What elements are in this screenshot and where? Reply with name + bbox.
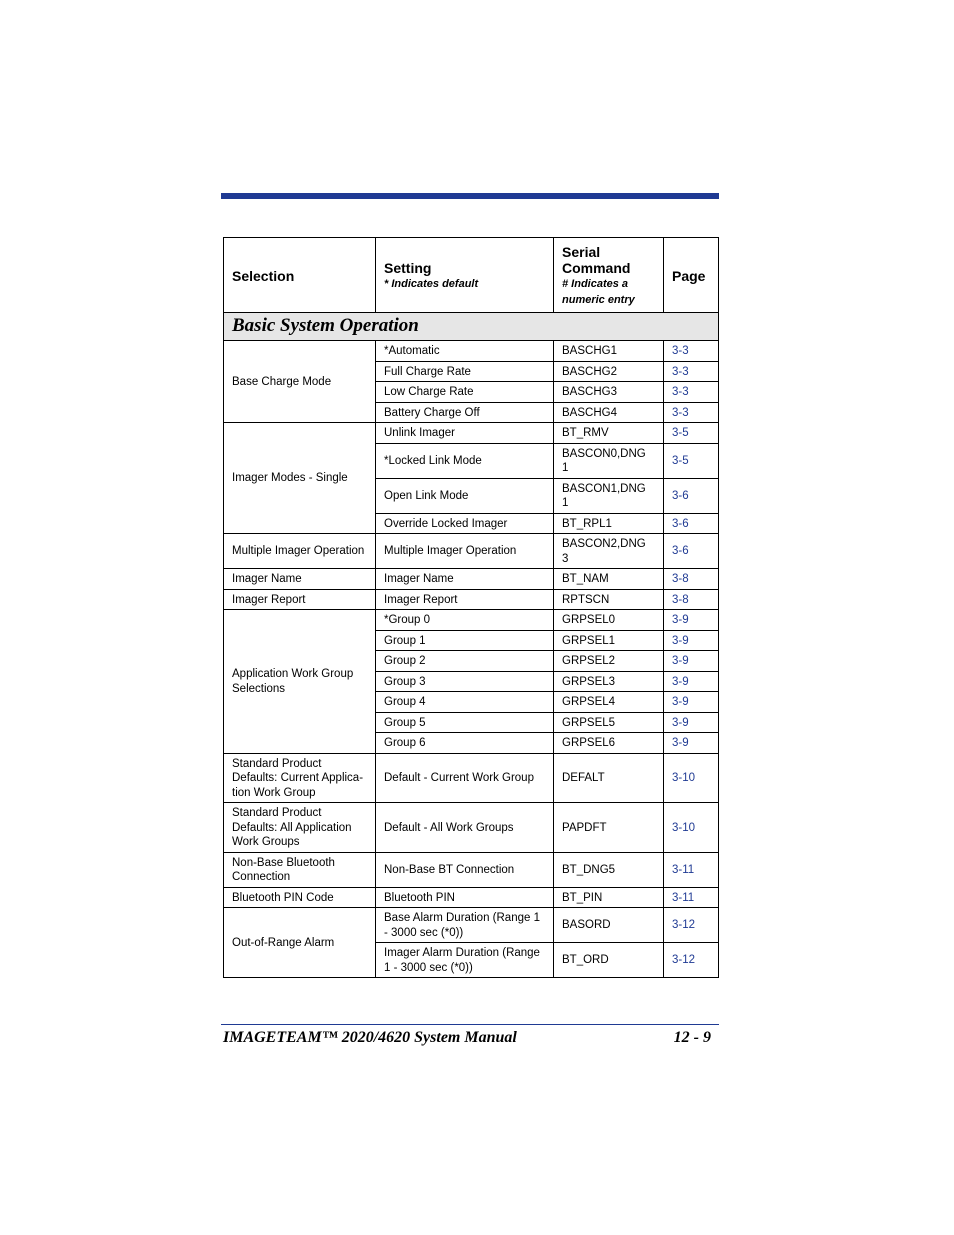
selection-cell: Standard Product Defaults: All Application Work Groups bbox=[224, 803, 376, 853]
page-link[interactable]: 3-8 bbox=[664, 589, 719, 610]
command-cell: BT_RPL1 bbox=[554, 513, 664, 534]
command-cell: GRPSEL5 bbox=[554, 712, 664, 733]
setting-cell: Battery Charge Off bbox=[376, 402, 554, 423]
selection-cell: Standard Product Defaults: Current Applica- tion Work Group bbox=[224, 753, 376, 803]
header-setting: Setting * Indicates default bbox=[376, 238, 554, 313]
setting-cell: Low Charge Rate bbox=[376, 382, 554, 403]
table-row bbox=[224, 569, 719, 590]
page-link[interactable]: 3-3 bbox=[664, 341, 719, 362]
setting-cell: Group 6 bbox=[376, 733, 554, 754]
command-cell: BASCHG1 bbox=[554, 341, 664, 362]
command-cell: PAPDFT bbox=[554, 803, 664, 853]
setting-cell: Group 4 bbox=[376, 692, 554, 713]
setting-cell: Multiple Imager Operation bbox=[376, 534, 554, 569]
setting-cell: Default - All Work Groups bbox=[376, 803, 554, 853]
setting-cell: Group 2 bbox=[376, 651, 554, 672]
selection-cell: Non-Base Bluetooth Connection bbox=[224, 852, 376, 887]
page-link[interactable]: 3-9 bbox=[664, 712, 719, 733]
setting-cell: Open Link Mode bbox=[376, 478, 554, 513]
setting-cell: Base Alarm Duration (Range 1 - 3000 sec (*0)) bbox=[376, 908, 554, 943]
selection-cell: Bluetooth PIN Code bbox=[224, 887, 376, 908]
page-link[interactable]: 3-9 bbox=[664, 610, 719, 631]
setting-cell: Imager Alarm Duration (Range 1 - 3000 sec (*0)) bbox=[376, 943, 554, 978]
command-cell: BASCHG2 bbox=[554, 361, 664, 382]
page-link[interactable]: 3-12 bbox=[664, 908, 719, 943]
page-link[interactable]: 3-10 bbox=[664, 803, 719, 853]
page-link[interactable]: 3-9 bbox=[664, 671, 719, 692]
page-link[interactable]: 3-6 bbox=[664, 513, 719, 534]
setting-cell: *Automatic bbox=[376, 341, 554, 362]
section-row bbox=[224, 313, 719, 341]
page-link[interactable]: 3-5 bbox=[664, 443, 719, 478]
table-row bbox=[224, 887, 719, 908]
table-row bbox=[224, 534, 719, 569]
page-link[interactable]: 3-5 bbox=[664, 423, 719, 444]
page-link[interactable]: 3-9 bbox=[664, 630, 719, 651]
setting-cell: Non-Base BT Connection bbox=[376, 852, 554, 887]
serial-command-table bbox=[223, 237, 719, 978]
footer-rule bbox=[221, 1024, 719, 1025]
footer-title: IMAGETEAM™ 2020/4620 System Manual bbox=[223, 1029, 517, 1046]
header-rule bbox=[221, 193, 719, 199]
selection-cell: Multiple Imager Operation bbox=[224, 534, 376, 569]
command-cell: BASCHG4 bbox=[554, 402, 664, 423]
command-cell: GRPSEL4 bbox=[554, 692, 664, 713]
table-header-row bbox=[224, 238, 719, 313]
page-link[interactable]: 3-9 bbox=[664, 733, 719, 754]
table-row bbox=[224, 753, 719, 803]
page-link[interactable]: 3-6 bbox=[664, 534, 719, 569]
command-cell: BT_RMV bbox=[554, 423, 664, 444]
selection-cell: Imager Modes - Single bbox=[224, 423, 376, 534]
setting-cell: Group 3 bbox=[376, 671, 554, 692]
setting-cell: Imager Report bbox=[376, 589, 554, 610]
page-link[interactable]: 3-6 bbox=[664, 478, 719, 513]
command-cell: BT_ORD bbox=[554, 943, 664, 978]
table-row bbox=[224, 423, 719, 444]
command-cell: GRPSEL0 bbox=[554, 610, 664, 631]
page-link[interactable]: 3-12 bbox=[664, 943, 719, 978]
setting-cell: Bluetooth PIN bbox=[376, 887, 554, 908]
command-cell: DEFALT bbox=[554, 753, 664, 803]
command-cell: GRPSEL3 bbox=[554, 671, 664, 692]
command-cell: RPTSCN bbox=[554, 589, 664, 610]
table-row bbox=[224, 589, 719, 610]
table-row bbox=[224, 852, 719, 887]
page-link[interactable]: 3-11 bbox=[664, 887, 719, 908]
selection-cell: Imager Report bbox=[224, 589, 376, 610]
page-link[interactable]: 3-9 bbox=[664, 651, 719, 672]
setting-cell: Full Charge Rate bbox=[376, 361, 554, 382]
setting-cell: Override Locked Imager bbox=[376, 513, 554, 534]
setting-cell: Group 1 bbox=[376, 630, 554, 651]
selection-cell: Out-of-Range Alarm bbox=[224, 908, 376, 978]
command-cell: BT_NAM bbox=[554, 569, 664, 590]
page-link[interactable]: 3-3 bbox=[664, 402, 719, 423]
command-cell: BASCON2,DNG 3 bbox=[554, 534, 664, 569]
header-serial-command: Serial Command # Indicates a numeric entry bbox=[554, 238, 664, 313]
table-row bbox=[224, 341, 719, 362]
table-row bbox=[224, 610, 719, 631]
setting-cell: Imager Name bbox=[376, 569, 554, 590]
command-cell: GRPSEL2 bbox=[554, 651, 664, 672]
footer-page-number: 12 - 9 bbox=[673, 1029, 711, 1046]
setting-cell: Default - Current Work Group bbox=[376, 753, 554, 803]
selection-cell: Imager Name bbox=[224, 569, 376, 590]
selection-cell: Base Charge Mode bbox=[224, 341, 376, 423]
command-cell: GRPSEL1 bbox=[554, 630, 664, 651]
selection-cell: Application Work Group Selections bbox=[224, 610, 376, 754]
command-cell: BT_DNG5 bbox=[554, 852, 664, 887]
command-cell: GRPSEL6 bbox=[554, 733, 664, 754]
page-link[interactable]: 3-3 bbox=[664, 361, 719, 382]
page-link[interactable]: 3-3 bbox=[664, 382, 719, 403]
page-link[interactable]: 3-10 bbox=[664, 753, 719, 803]
table-row bbox=[224, 908, 719, 943]
command-cell: BASORD bbox=[554, 908, 664, 943]
command-cell: BASCON1,DNG 1 bbox=[554, 478, 664, 513]
command-cell: BASCHG3 bbox=[554, 382, 664, 403]
setting-cell: *Group 0 bbox=[376, 610, 554, 631]
header-selection: Selection bbox=[224, 238, 376, 313]
page-link[interactable]: 3-9 bbox=[664, 692, 719, 713]
setting-cell: *Locked Link Mode bbox=[376, 443, 554, 478]
setting-cell: Group 5 bbox=[376, 712, 554, 733]
setting-cell: Unlink Imager bbox=[376, 423, 554, 444]
header-page: Page bbox=[664, 238, 719, 313]
page-link[interactable]: 3-11 bbox=[664, 852, 719, 887]
table-row bbox=[224, 803, 719, 853]
command-cell: BT_PIN bbox=[554, 887, 664, 908]
section-title: Basic System Operation bbox=[224, 313, 719, 341]
page-link[interactable]: 3-8 bbox=[664, 569, 719, 590]
command-cell: BASCON0,DNG 1 bbox=[554, 443, 664, 478]
